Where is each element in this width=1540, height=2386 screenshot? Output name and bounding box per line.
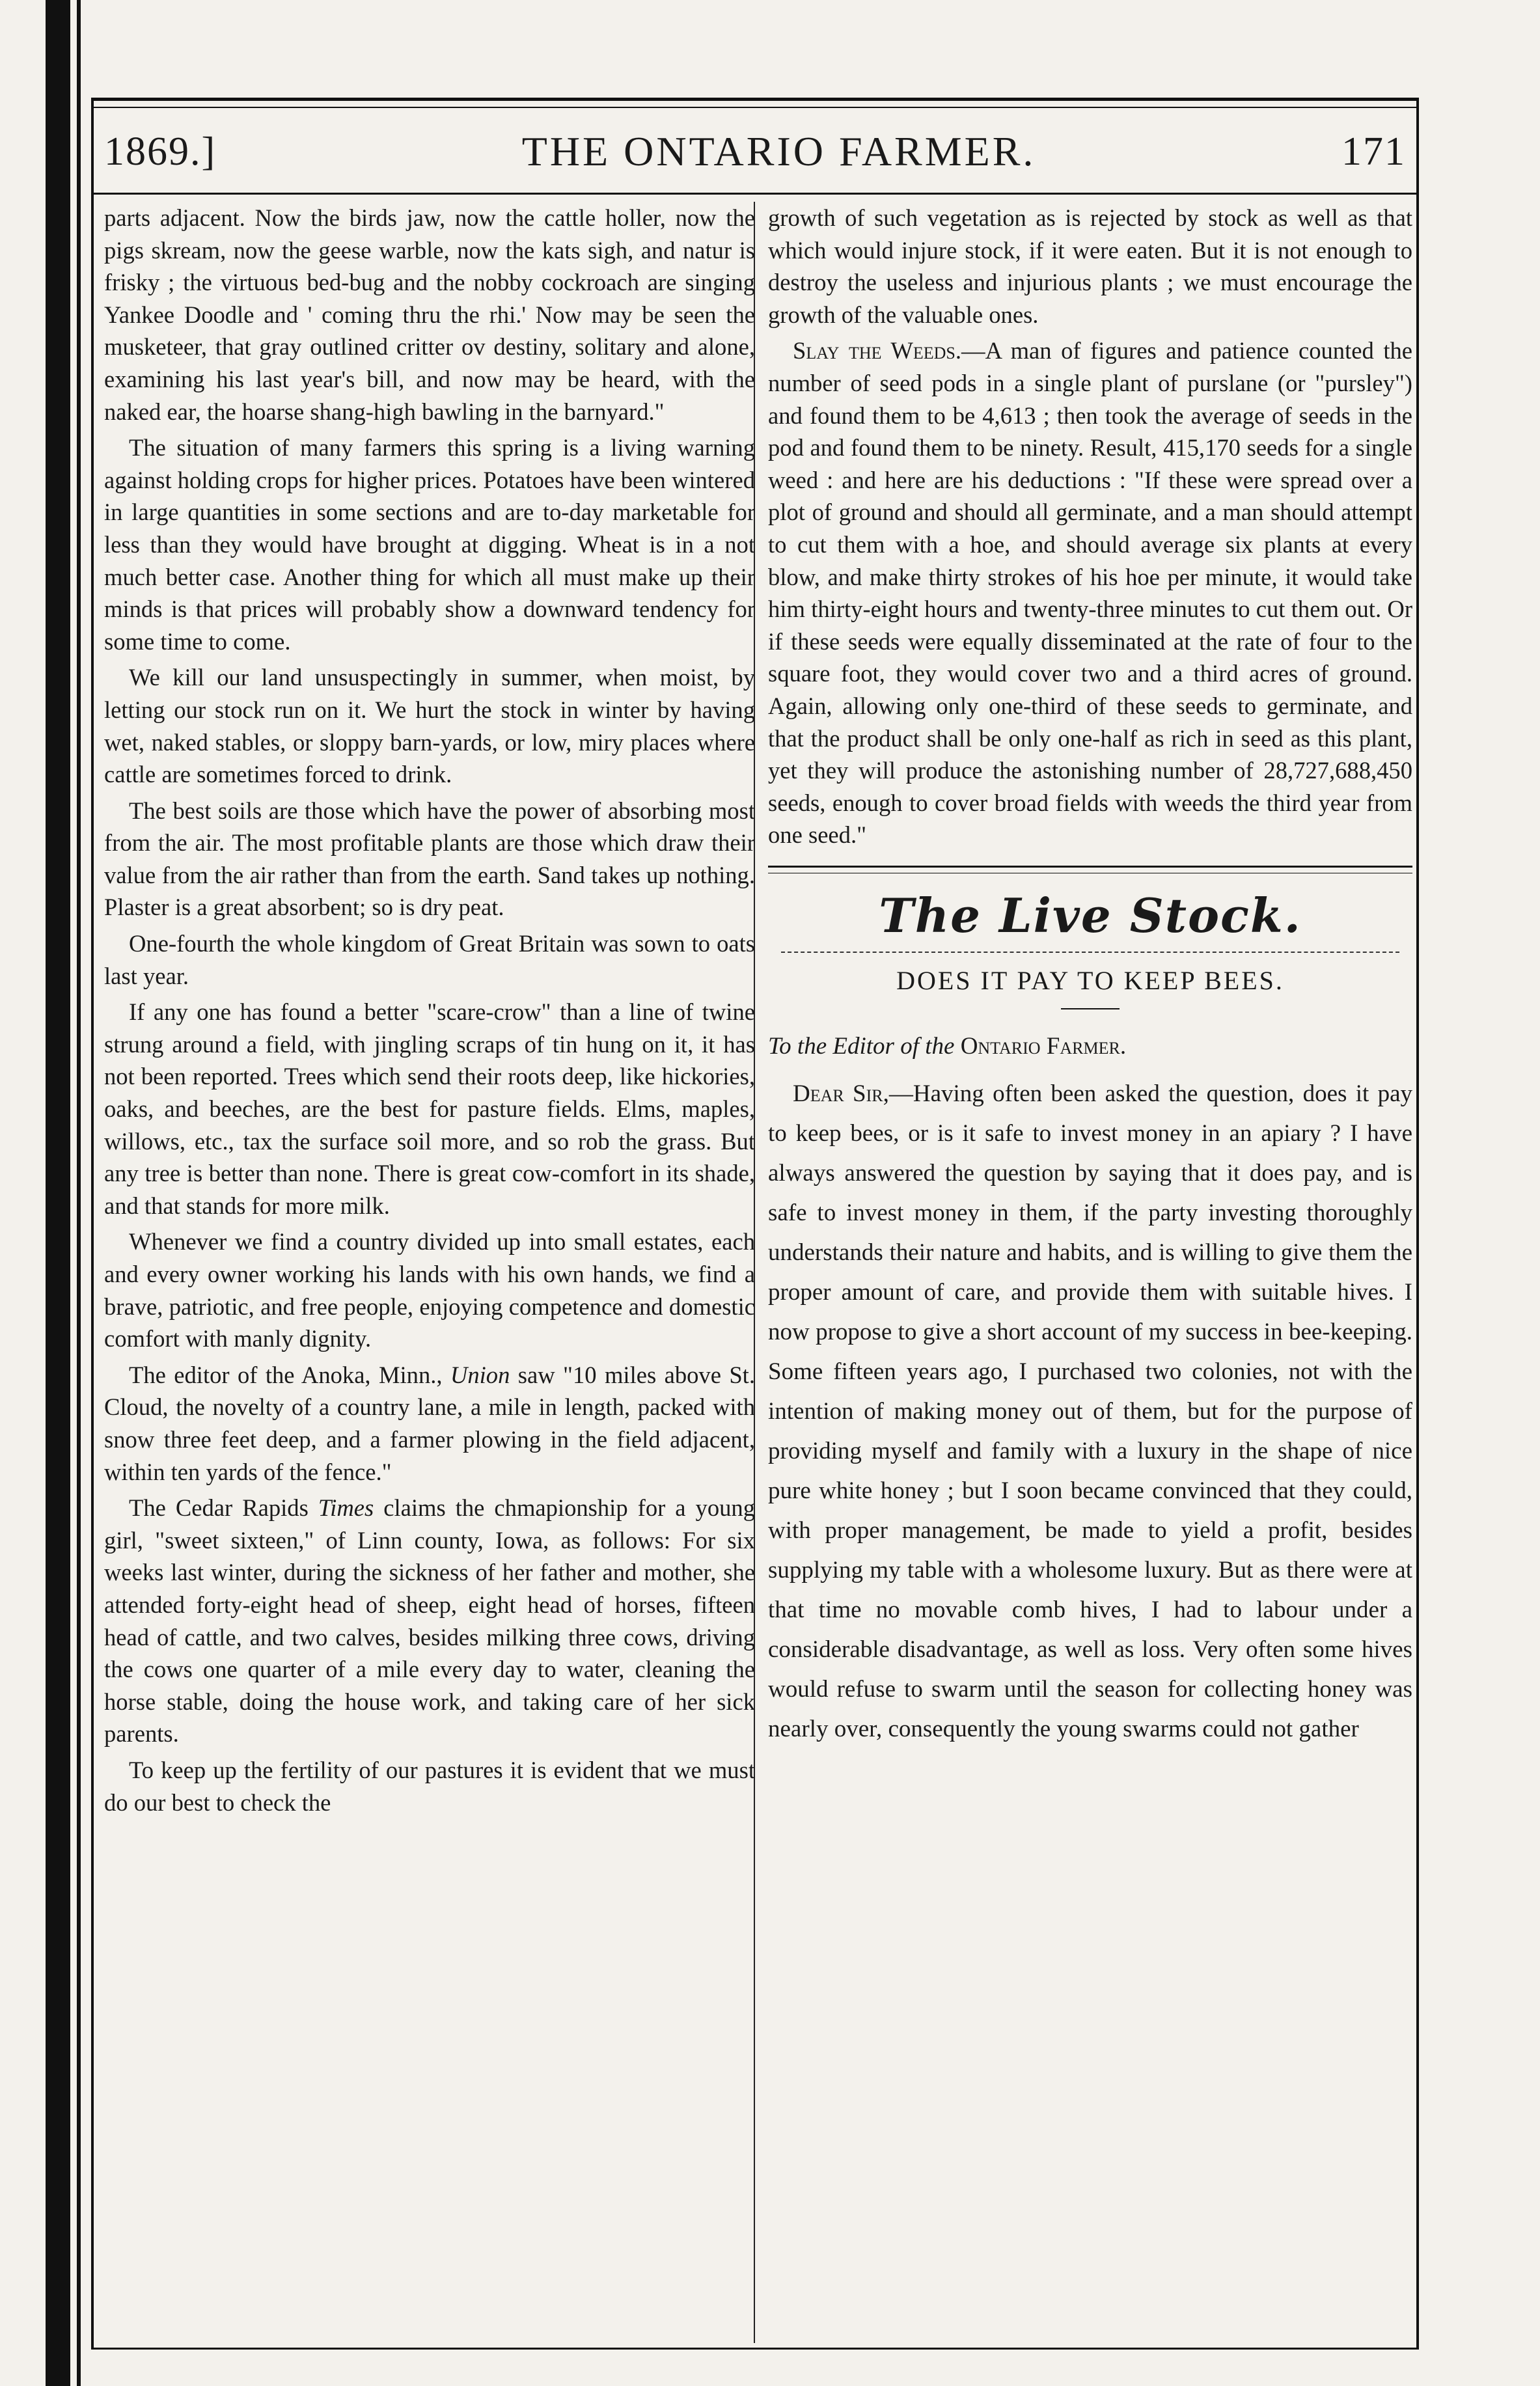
scan-binding-edge bbox=[46, 0, 70, 2386]
article-title: DOES IT PAY TO KEEP BEES. bbox=[896, 965, 1284, 995]
section-rule bbox=[768, 866, 1412, 868]
salutation: Dear Sir, bbox=[793, 1080, 889, 1108]
section-underline bbox=[781, 952, 1399, 953]
text-run: —Having often been asked the question, does it pay to keep bees, or is it safe to invest money in an apiary ? I have always answered the question by saying that it does pay, and is safe to invest money in them, if the party investing thoroughly understands their nature and habits, and is willing to give them the proper amount of care, and provide them with suitable hives. I now propose to give a short account of my success in bee-keeping. Some fifteen years ago, I purchased two colonies, not with the intention of making money out of them, but for the purpose of providing myself and family with a luxury in the shape of nice pure white honey ; but I soon became convinced that they could, with proper management, be made to yield a profit, besides supplying my table with a wholesome luxury. But as there were at that time no movable comb hives, I had to labour under a considerable disadvantage, as well as loss. Very often some hives would refuse to swarm until the season for collecting honey was nearly over, consequently the young swarms could not gather bbox=[768, 1080, 1412, 1743]
text-run: saw "10 miles above St. Cloud, the novelty of a country lane, a mile in length, packed with snow three feet deep, and a farmer plowing in the field adjacent, within ten yards of the fence." bbox=[104, 1361, 755, 1485]
text-run: To the Editor of the bbox=[768, 1033, 961, 1060]
dedication bbox=[768, 1026, 1412, 1066]
paragraph-cedar-rapids bbox=[104, 1492, 755, 1750]
left-column bbox=[104, 202, 755, 2343]
paragraph: We kill our land unsuspectingly in summer, when moist, by letting our stock run on it. We hurt the stock in winter by having wet, naked stables, or sloppy barn-yards, or low, miry places where cattle are sometimes forced to drink. bbox=[104, 664, 755, 788]
scan-binding-shadow bbox=[77, 0, 81, 2386]
paragraph: growth of such vegetation as is rejected by stock as well as that which would injure stock, if it were eaten. But it is not enough to destroy the useless and injurious plants ; we must encourage the growth of the valuable ones. bbox=[768, 204, 1412, 328]
newspaper-page bbox=[91, 98, 1419, 2350]
publication-title: THE ONTARIO FARMER. bbox=[521, 128, 1036, 174]
paragraph: One-fourth the whole kingdom of Great Britain was sown to oats last year. bbox=[104, 930, 755, 989]
frame-rule bbox=[91, 2348, 1419, 2350]
text-run: claims the chmapionship for a young girl, "sweet sixteen," of Linn county, Iowa, as follows: For six weeks last winter, during the sickness of her father and mother, she attended forty-eight head of sheep, eight head of horses, fifteen head of cattle, and two calves, besides milking three cows, driving the cows one quarter of a mile every day to water, cleaning the horse stable, doing the house work, and taking care of her sick parents. bbox=[104, 1494, 755, 1748]
newspaper-name: Union bbox=[450, 1361, 510, 1388]
paragraph: parts adjacent. Now the birds jaw, now the cattle holler, now the pigs skream, now the geese warble, now the kats sigh, and natur is frisky ; the virtuous bed-bug and the nobby cockroach are singing Yankee Doodle and ' coming thru the rhi.' Now may be seen the musketeer, that gray outlined critter ov destiny, solitary and alone, examining his last year's bill, and now may be heard, with the naked ear, the hoarse shang-high bawling in the barnyard." bbox=[104, 204, 755, 425]
paragraph-slay-the-weeds bbox=[768, 335, 1412, 851]
text-run: The Cedar Rapids bbox=[129, 1494, 318, 1522]
letter bbox=[768, 1026, 1412, 1749]
text-run: —A man of figures and patience counted the number of seed pods in a single plant of purslane (or "pursley") and found them to be 4,613 ; then took the average of seeds in the pod and found them to be ninety. Result, 415,170 seeds for a single weed : and here are his deductions : "If these were spread over a plot of ground and should all germinate, and a man should attempt to cut them with a hoe, and should average six plants at every blow, and make thirty strokes of his hoe per minute, it would take him thirty-eight hours and twenty-three minutes to cut them out. Or if these seeds were equally disseminated at the rate of four to the square foot, they would cover two and a third acres of ground. Again, allowing only one-third of these seeds to germinate, and that the product shall be only one-half as rich in seed as this plant, yet they will produce the astonishing number of 28,727,688,450 seeds, enough to cover broad fields with weeds the third year from one seed." bbox=[768, 337, 1413, 849]
newspaper-name: Times bbox=[318, 1494, 374, 1522]
paragraph: The situation of many farmers this spring is a living warning against holding crops for higher prices. Potatoes have been wintered in large quantities in some sections and are to-day marketable for less than they would have brought at digging. Wheat is in a not much better case. Another thing for which all must make up their minds is that prices will probably show a downward tendency for some time to come. bbox=[104, 434, 755, 655]
right-column bbox=[768, 202, 1412, 2343]
frame-rule bbox=[1416, 98, 1419, 2350]
paragraph-anoka bbox=[104, 1359, 755, 1488]
paragraph: If any one has found a better "scare-crow" than a line of twine strung around a field, with jingling scraps of tin hung on it, it has not been reported. Trees which send their roots deep, like hickories, oaks, and beeches, are the best for pasture fields. Elms, maples, willows, etc., tax the surface soil more, and so rob the grass. But any tree is better than none. There is great cow-comfort in its shade, and that stands for more milk. bbox=[104, 998, 755, 1219]
header-rule bbox=[91, 193, 1419, 195]
frame-rule bbox=[91, 98, 94, 2350]
section-title: The Live Stock. bbox=[879, 887, 1302, 943]
page-header bbox=[104, 113, 1406, 190]
header-year: 1869.] bbox=[104, 129, 217, 174]
letter-body bbox=[768, 1074, 1412, 1749]
paragraph: To keep up the fertility of our pastures it is evident that we must do our best to check the bbox=[104, 1756, 755, 1816]
newspaper-name: Ontario Farmer. bbox=[960, 1033, 1127, 1060]
frame-rule bbox=[91, 98, 1419, 101]
text-run: The editor of the Anoka, Minn., bbox=[129, 1361, 450, 1388]
short-rule bbox=[1061, 1008, 1120, 1009]
page-number: 171 bbox=[1341, 129, 1406, 174]
paragraph: The best soils are those which have the power of absorbing most from the air. The most profitable plants are those which draw their value from the air rather than from the earth. Sand takes up nothing. Plaster is a great absorbent; so is dry peat. bbox=[104, 797, 755, 921]
paragraph-heading: Slay the Weeds. bbox=[793, 337, 962, 364]
paragraph: Whenever we find a country divided up into small estates, each and every owner working his lands with his own hands, we find a brave, patriotic, and free people, enjoying competence and domestic comfort with manly dignity. bbox=[104, 1228, 755, 1352]
frame-rule bbox=[91, 107, 1419, 108]
